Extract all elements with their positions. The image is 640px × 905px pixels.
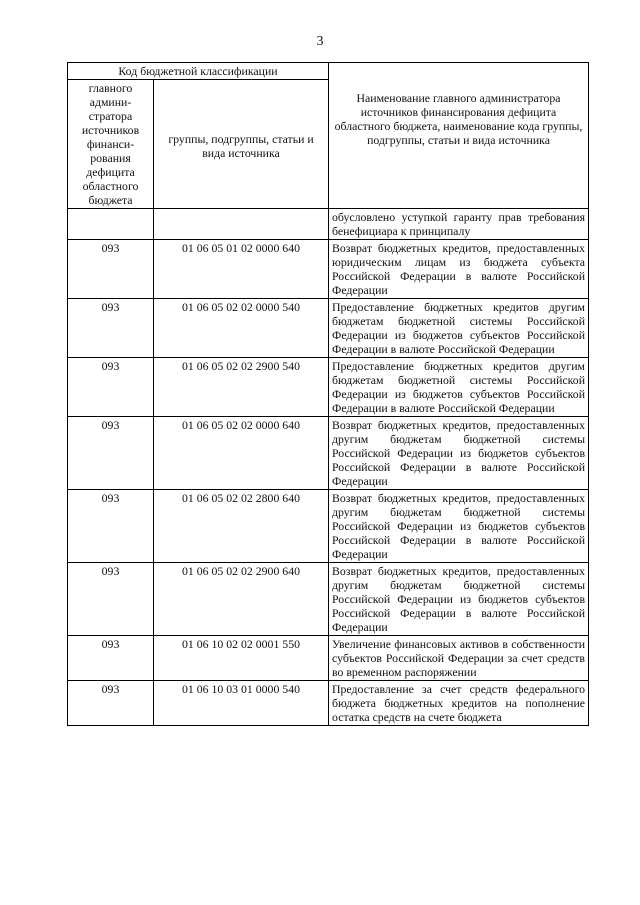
classification-code-cell: 01 06 10 03 01 0000 540: [154, 681, 329, 726]
header-col-name: Наименование главного администратора источников финансирования дефицита областного бюджета, наименование кода группы, подгруппы, статьи и вида источника: [329, 63, 589, 209]
budget-classification-table: [67, 62, 589, 726]
continuation-text: обусловлено уступкой гаранту прав требования бенефициара к принципалу: [329, 209, 589, 240]
source-name-cell: Увеличение финансовых активов в собственности субъектов Российской Федерации за счет средств во временном распоряжении: [329, 636, 589, 681]
classification-code-cell: 01 06 05 01 02 0000 640: [154, 240, 329, 299]
classification-code-cell: 01 06 10 02 02 0001 550: [154, 636, 329, 681]
table-row: [68, 681, 589, 726]
admin-code-cell: 093: [68, 417, 154, 490]
classification-code-cell: 01 06 05 02 02 2900 640: [154, 563, 329, 636]
admin-code-cell: 093: [68, 681, 154, 726]
table-row: [68, 240, 589, 299]
classification-code-cell: 01 06 05 02 02 2900 540: [154, 358, 329, 417]
table-body: [68, 240, 589, 726]
source-name-cell: Возврат бюджетных кредитов, предоставленных другим бюджетам бюджетной системы Российской Федерации из бюджетов субъектов Российской Федерации в валюте Российской Федерации: [329, 563, 589, 636]
table-row: [68, 299, 589, 358]
admin-code-cell: 093: [68, 299, 154, 358]
admin-code-cell: 093: [68, 636, 154, 681]
header-col-admin: главного админи-стратора источников финанси-рования дефицита областного бюджета: [68, 80, 154, 209]
classification-code-cell: 01 06 05 02 02 0000 540: [154, 299, 329, 358]
header-col-group: группы, подгруппы, статьи и вида источника: [154, 80, 329, 209]
header-group-title: Код бюджетной классификации: [68, 63, 329, 80]
source-name-cell: Возврат бюджетных кредитов, предоставленных юридическим лицам из бюджета субъекта Российской Федерации в валюте Российской Федерации: [329, 240, 589, 299]
admin-code-cell: 093: [68, 563, 154, 636]
admin-code-cell: 093: [68, 490, 154, 563]
classification-code-cell: 01 06 05 02 02 0000 640: [154, 417, 329, 490]
admin-code-cell: 093: [68, 240, 154, 299]
source-name-cell: Возврат бюджетных кредитов, предоставленных другим бюджетам бюджетной системы Российской Федерации из бюджетов субъектов Российской Федерации в валюте Российской Федерации: [329, 417, 589, 490]
continuation-admin-cell: [68, 209, 154, 240]
classification-code-cell: 01 06 05 02 02 2800 640: [154, 490, 329, 563]
continuation-code-cell: [154, 209, 329, 240]
page-number: 3: [316, 34, 324, 49]
source-name-cell: Предоставление бюджетных кредитов другим бюджетам бюджетной системы Российской Федерации из бюджетов субъектов Российской Федерации в валюте Российской Федерации: [329, 299, 589, 358]
table-row: [68, 636, 589, 681]
table-row: [68, 490, 589, 563]
table-row: [68, 563, 589, 636]
table-row: [68, 358, 589, 417]
admin-code-cell: 093: [68, 358, 154, 417]
source-name-cell: Возврат бюджетных кредитов, предоставленных другим бюджетам бюджетной системы Российской Федерации из бюджетов субъектов Российской Федерации в валюте Российской Федерации: [329, 490, 589, 563]
source-name-cell: Предоставление за счет средств федерального бюджета бюджетных кредитов на пополнение остатка средств на счете бюджета: [329, 681, 589, 726]
source-name-cell: Предоставление бюджетных кредитов другим бюджетам бюджетной системы Российской Федерации из бюджетов субъектов Российской Федерации в валюте Российской Федерации: [329, 358, 589, 417]
header-row-top: [68, 63, 589, 80]
continuation-row: [68, 209, 589, 240]
table-row: [68, 417, 589, 490]
